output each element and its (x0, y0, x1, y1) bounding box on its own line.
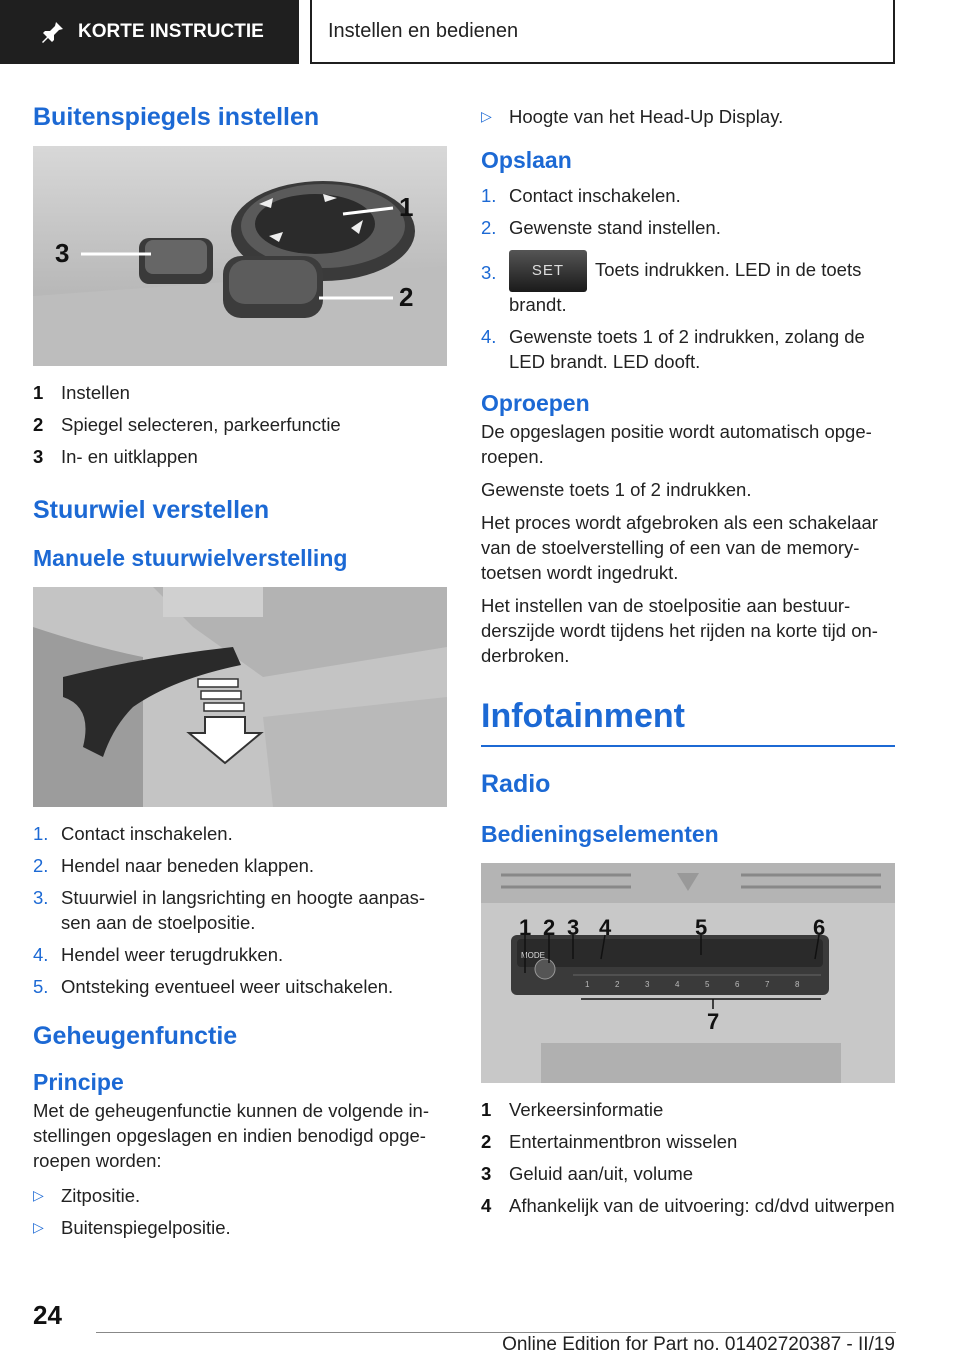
list-item: 4. Gewenste toets 1 of 2 indrukken, zolang de LED brandt. LED dooft. (481, 325, 865, 372)
list-item: 2. Gewenste stand instellen. (481, 216, 721, 238)
save-heading: Opslaan (481, 147, 572, 173)
recall-paragraph-1: De opgeslagen positie wordt automatisch opgeroepen. (481, 421, 872, 468)
principle-heading: Principe (33, 1068, 124, 1095)
mirror-switch-figure (33, 146, 447, 366)
list-item: 5. Ontsteking eventueel weer uitschakelen. (33, 975, 394, 997)
controls-heading: Bedieningselementen (481, 820, 719, 847)
radio-panel-illustration (481, 863, 895, 1083)
right-column (481, 104, 895, 1234)
radio-callout-4: 4 (599, 914, 612, 940)
steering-steps (33, 821, 447, 999)
header-tab (0, 0, 299, 64)
list-item: 2. Hendel naar beneden klappen. (33, 854, 315, 876)
set-button-icon: SET (509, 250, 587, 292)
radio-preset-key: 2 (615, 979, 620, 989)
save-steps (481, 183, 895, 374)
recall-paragraph-4: Het instellen van de stoelpositie aan bestuurderszijde wordt tijdens het rijden na korte tijd onderbroken. (481, 595, 878, 667)
recall-paragraph-2: Gewenste toets 1 of 2 indrukken. (481, 479, 752, 501)
mirror-callout-2: 2 (399, 282, 414, 312)
radio-callout-2: 2 (543, 914, 556, 940)
radio-mode-key: MODE (521, 950, 545, 960)
radio-heading: Radio (481, 769, 551, 798)
header-tab-label: KORTE INSTRUCTIE (78, 21, 264, 42)
principle-bullets (33, 1183, 447, 1240)
list-item: 4 Afhankelijk van de uitvoering: cd/dvd uitwerpen (481, 1194, 895, 1216)
mirror-callout-1: 1 (399, 192, 414, 222)
radio-panel-figure (481, 863, 895, 1083)
radio-legend (481, 1097, 895, 1218)
radio-callout-7: 7 (707, 1008, 720, 1034)
radio-callout-5: 5 (695, 914, 708, 940)
mirrors-heading: Buitenspiegels instellen (33, 103, 320, 131)
list-item: ▷ Buitenspiegelpositie. (33, 1217, 231, 1239)
radio-callout-6: 6 (813, 914, 826, 940)
list-item: 3. SET Toets indrukken. LED in de toets brandt. (481, 250, 895, 317)
page-number: 24 (33, 1300, 62, 1330)
header-section (310, 0, 895, 64)
radio-preset-key: 3 (645, 979, 650, 989)
recall-heading: Oproepen (481, 389, 590, 416)
list-item: 2 Entertainmentbron wisselen (481, 1130, 738, 1152)
list-item: 1 Verkeersinformatie (481, 1098, 664, 1120)
list-item: 1. Contact inschakelen. (481, 184, 681, 206)
pin-icon (40, 19, 66, 45)
list-item: 1 Instellen (33, 382, 130, 403)
steering-heading: Stuurwiel verstellen (33, 496, 270, 524)
radio-preset-key: 7 (765, 979, 770, 989)
list-item: 1. Contact inschakelen. (33, 822, 233, 844)
infotainment-heading: Infotainment (481, 696, 895, 747)
header-section-label: Instellen en bedienen (328, 19, 519, 42)
list-item: 3. Stuurwiel in langsrichting en hoogte aanpassen aan de stoelpositie. (33, 886, 426, 933)
list-item: 3 In- en uitklappen (33, 446, 198, 467)
radio-callout-3: 3 (567, 914, 580, 940)
radio-preset-key: 4 (675, 979, 680, 989)
radio-preset-key: 1 (585, 979, 590, 989)
list-item: ▷ Zitpositie. (33, 1185, 141, 1207)
mirror-legend (33, 380, 447, 469)
footer-edition: Online Edition for Part no. 01402720387 - II/19 (502, 1334, 895, 1355)
radio-preset-key: 8 (795, 979, 800, 989)
mirror-switch-illustration (33, 146, 447, 366)
recall-paragraph-3: Het proces wordt afgebroken als een schakelaar van de stoelverstelling of een van de memory-toetsen wordt ingedrukt. (481, 512, 878, 584)
steering-lever-illustration (33, 587, 447, 807)
left-column (33, 92, 447, 1256)
memory-heading: Geheugenfunctie (33, 1021, 238, 1050)
list-item: ▷ Hoogte van het Head-Up Display. (481, 106, 784, 127)
hud-bullet (481, 104, 895, 129)
radio-preset-key: 6 (735, 979, 740, 989)
list-item: 3 Geluid aan/uit, volume (481, 1162, 694, 1184)
radio-preset-key: 5 (705, 979, 710, 989)
footer-divider (96, 1332, 896, 1333)
steering-lever-figure (33, 587, 447, 807)
radio-callout-1: 1 (519, 914, 532, 940)
steering-subheading: Manuele stuurwielverstelling (33, 545, 348, 571)
list-item: 2 Spiegel selecteren, parkeerfunctie (33, 414, 341, 435)
list-item: 4. Hendel weer terugdrukken. (33, 943, 284, 965)
mirror-callout-3: 3 (55, 238, 70, 268)
principle-text: Met de geheugenfunctie kunnen de volgende instellingen opgeslagen en indien benodigd opgeroepen worden: (33, 1100, 430, 1172)
